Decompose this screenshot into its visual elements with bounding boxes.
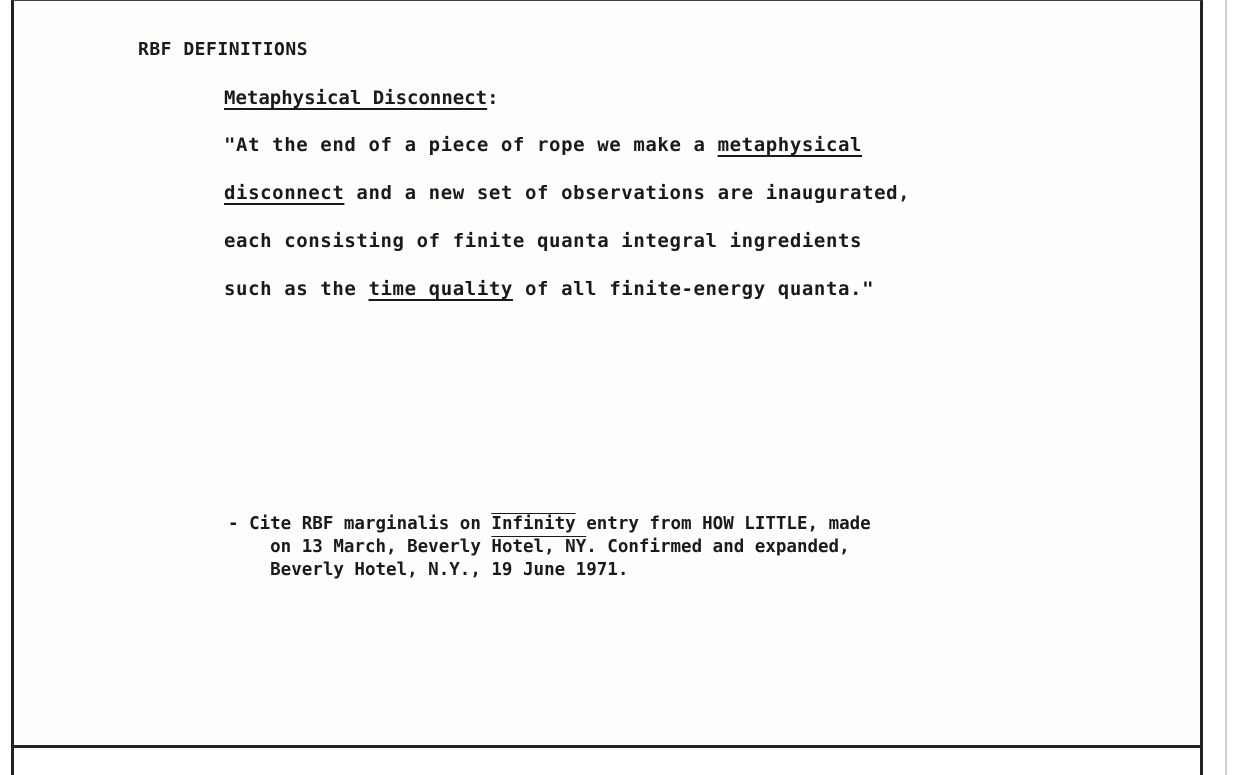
note-line-1-marked: Infinity (491, 514, 576, 534)
citation-note (228, 513, 871, 582)
note-line-2-text-b: . Confirmed and expanded, (586, 537, 850, 557)
note-line-2-marked: Hotel, NY (491, 537, 587, 557)
note-line-3-text: Beverly Hotel, N.Y., 19 June 1971. (228, 560, 629, 580)
note-line-1-text-b: entry from HOW LITTLE, made (575, 514, 871, 534)
card-lower-margin (11, 748, 1203, 775)
quote-line-4-text-a: such as the (224, 278, 369, 300)
note-line-1-text-a: - Cite RBF marginalis on (228, 514, 492, 534)
quote-line-1-underlined: metaphysical (717, 134, 863, 156)
card-heading: RBF DEFINITIONS (138, 39, 309, 60)
quote-line-2 (224, 182, 910, 204)
quote-line-4-underlined: time quality (368, 278, 513, 300)
definition-term (224, 87, 499, 109)
note-line-2-text-a: on 13 March, Beverly (228, 537, 492, 557)
quote-line-2-underlined: disconnect (224, 182, 345, 204)
quote-line-4-text-b: of all finite-energy quanta." (512, 278, 875, 300)
quote-line-3-text: each consisting of finite quanta integral ingredients (224, 230, 863, 252)
index-card (11, 0, 1203, 748)
quote-line-4 (224, 278, 874, 300)
quote-line-1 (224, 134, 862, 156)
quote-line-2-text: and a new set of observations are inaugurated, (344, 182, 911, 204)
term-colon: : (487, 87, 499, 109)
scan-edge (1225, 0, 1227, 775)
quote-line-3 (224, 230, 862, 252)
term-label: Metaphysical Disconnect (224, 87, 488, 109)
quote-line-1-text: "At the end of a piece of rope we make a (224, 134, 718, 156)
